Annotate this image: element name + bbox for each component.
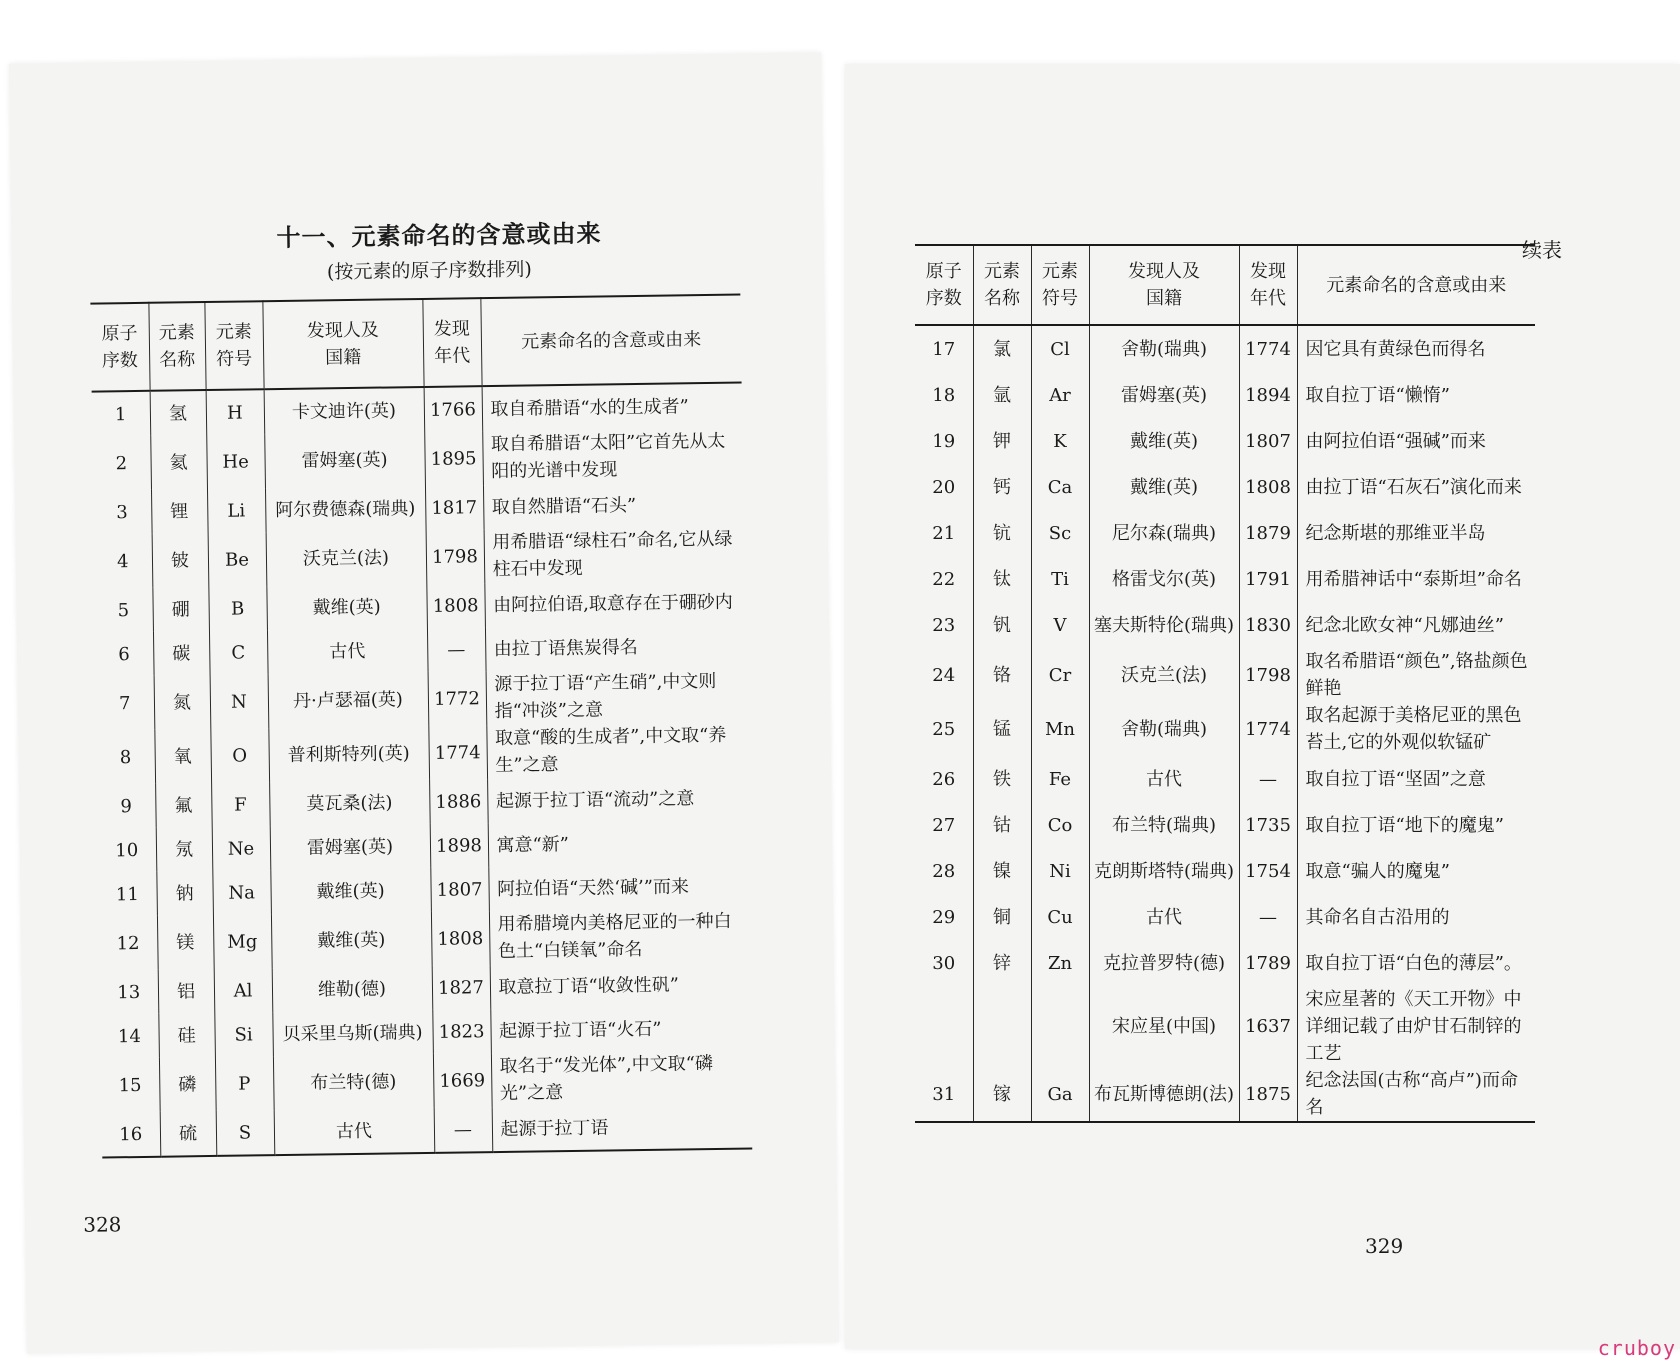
cell-element-name: 镁 bbox=[157, 915, 214, 970]
header-element-symbol: 元素 符号 bbox=[204, 301, 263, 390]
cell-atomic-number bbox=[915, 986, 973, 1067]
cell-element-symbol: Cr bbox=[1031, 648, 1089, 702]
cell-meaning: 取名于“发光体”,中文取“磷光”之意 bbox=[491, 1049, 752, 1107]
cell-discoverer: 戴维(英) bbox=[270, 868, 431, 914]
cell-element-name: 氖 bbox=[156, 827, 213, 872]
cell-element-symbol: Be bbox=[208, 532, 267, 587]
cell-atomic-number: 26 bbox=[932, 768, 956, 790]
cell-atomic-number: 15 bbox=[118, 1074, 142, 1096]
cell-meaning: 取意“骗人的魔鬼” bbox=[1297, 848, 1535, 894]
table-row bbox=[915, 510, 1535, 556]
cell-atomic-number: 4 bbox=[116, 550, 129, 572]
cell-year: 1895 bbox=[424, 431, 483, 486]
cell-discoverer: 雷姆塞(英) bbox=[1089, 372, 1239, 418]
cell-meaning: 用希腊神话中“泰斯坦”命名 bbox=[1297, 556, 1535, 602]
cell-year: 1823 bbox=[432, 1009, 491, 1054]
cell-atomic-number: 22 bbox=[932, 568, 956, 590]
cell-atomic-number: 8 bbox=[119, 746, 132, 768]
table-row bbox=[915, 372, 1535, 418]
header-meaning: 元素命名的含意或由来 bbox=[1297, 245, 1535, 325]
cell-year: 1817 bbox=[425, 485, 484, 530]
cell-year: 1637 bbox=[1239, 986, 1297, 1067]
cell-discoverer: 沃克兰(法) bbox=[1089, 648, 1239, 702]
cell-year: 1789 bbox=[1239, 940, 1297, 986]
cell-meaning: 取意“酸的生成者”,中文取“养生”之意 bbox=[486, 722, 747, 780]
cell-atomic-number: 25 bbox=[932, 718, 956, 740]
cell-year: 1791 bbox=[1239, 556, 1297, 602]
cell-discoverer: 尼尔森(瑞典) bbox=[1089, 510, 1239, 556]
cell-element-name: 铁 bbox=[973, 756, 1031, 802]
cell-year: 1894 bbox=[1239, 372, 1297, 418]
cell-element-symbol: Ne bbox=[212, 826, 271, 871]
cell-discoverer: 克朗斯塔特(瑞典) bbox=[1089, 848, 1239, 894]
header-element-name: 元素 名称 bbox=[148, 302, 205, 391]
cell-discoverer: 布瓦斯博德朗(法) bbox=[1089, 1067, 1239, 1122]
cell-meaning: 取自拉丁语“懒惰” bbox=[1297, 372, 1535, 418]
cell-element-symbol: Ga bbox=[1031, 1067, 1089, 1122]
cell-year: — bbox=[1239, 756, 1297, 802]
table-row bbox=[915, 648, 1535, 702]
cell-element-name bbox=[973, 986, 1031, 1067]
cell-discoverer: 普利斯特列(英) bbox=[268, 726, 429, 782]
cell-element-name: 钪 bbox=[973, 510, 1031, 556]
cell-discoverer: 舍勒(瑞典) bbox=[1089, 702, 1239, 756]
cell-atomic-number: 10 bbox=[115, 839, 139, 861]
cell-element-symbol: Li bbox=[207, 488, 266, 533]
cell-meaning: 取自希腊语“水的生成者” bbox=[482, 383, 743, 432]
continued-label: 续表 bbox=[1522, 238, 1562, 262]
cell-atomic-number: 11 bbox=[115, 883, 139, 905]
cell-meaning: 纪念北欧女神“凡娜迪丝” bbox=[1297, 602, 1535, 648]
cell-element-symbol: Cu bbox=[1031, 894, 1089, 940]
cell-atomic-number: 6 bbox=[118, 643, 130, 665]
cell-year: 1735 bbox=[1239, 802, 1297, 848]
cell-discoverer: 宋应星(中国) bbox=[1089, 986, 1239, 1067]
cell-element-name: 钙 bbox=[973, 464, 1031, 510]
cell-discoverer: 戴维(英) bbox=[271, 912, 432, 968]
cell-discoverer: 古代 bbox=[1089, 894, 1239, 940]
cell-atomic-number: 20 bbox=[932, 476, 956, 498]
cell-discoverer: 雷姆塞(英) bbox=[270, 824, 431, 870]
cell-year: 1807 bbox=[1239, 418, 1297, 464]
table-row bbox=[915, 556, 1535, 602]
table-row bbox=[915, 802, 1535, 848]
cell-year: 1798 bbox=[1239, 648, 1297, 702]
cell-atomic-number: 29 bbox=[932, 906, 956, 928]
cell-element-symbol: He bbox=[206, 434, 265, 489]
cell-year: 1875 bbox=[1239, 1067, 1297, 1122]
cell-element-name: 钠 bbox=[156, 871, 213, 916]
table-row bbox=[915, 464, 1535, 510]
cell-element-name: 氦 bbox=[150, 435, 207, 490]
cell-year: 1774 bbox=[1239, 702, 1297, 756]
cell-element-name: 硅 bbox=[158, 1013, 215, 1058]
cell-atomic-number: 3 bbox=[116, 501, 128, 523]
cell-element-symbol: Zn bbox=[1031, 940, 1089, 986]
cell-element-name: 氩 bbox=[973, 372, 1031, 418]
cell-year: 1766 bbox=[424, 386, 483, 432]
cell-element-symbol: Ni bbox=[1031, 848, 1089, 894]
section-title: 十一、元素命名的含意或由来 bbox=[276, 219, 602, 253]
watermark: cruboy bbox=[1597, 1336, 1676, 1360]
cell-atomic-number: 1 bbox=[114, 403, 127, 425]
table-row bbox=[101, 1049, 752, 1112]
cell-element-name: 钛 bbox=[973, 556, 1031, 602]
cell-discoverer: 卡文迪许(英) bbox=[264, 387, 425, 434]
table-header-row bbox=[915, 245, 1535, 325]
cell-discoverer: 维勒(德) bbox=[272, 966, 433, 1012]
cell-meaning: 用希腊语“绿柱石”命名,它从绿柱石中发现 bbox=[484, 526, 745, 584]
cell-element-symbol: Mn bbox=[1031, 702, 1089, 756]
cell-element-symbol: Mg bbox=[213, 914, 272, 969]
section-subtitle: (按元素的原子序数排列) bbox=[326, 258, 532, 284]
cell-year: — bbox=[434, 1107, 493, 1153]
header-atomic-number: 原子 序数 bbox=[90, 303, 149, 392]
cell-element-symbol: K bbox=[1031, 418, 1089, 464]
cell-meaning: 纪念斯堪的那维亚半岛 bbox=[1297, 510, 1535, 556]
table-row bbox=[92, 428, 743, 491]
cell-meaning: 起源于拉丁语“流动”之意 bbox=[487, 775, 748, 823]
cell-discoverer: 克拉普罗特(德) bbox=[1089, 940, 1239, 986]
cell-discoverer: 阿尔费德森(瑞典) bbox=[265, 486, 426, 532]
cell-atomic-number: 19 bbox=[932, 430, 956, 452]
cell-element-name: 铬 bbox=[973, 648, 1031, 702]
cell-atomic-number: 2 bbox=[115, 452, 128, 474]
cell-element-name: 氧 bbox=[154, 729, 211, 784]
cell-meaning: 由拉丁语焦炭得名 bbox=[485, 624, 746, 672]
table-row bbox=[915, 756, 1535, 802]
header-year: 发现 年代 bbox=[422, 298, 481, 387]
cell-meaning: 宋应星著的《天工开物》中详细记载了由炉甘石制锌的工艺 bbox=[1297, 986, 1535, 1067]
cell-atomic-number: 23 bbox=[932, 614, 956, 636]
table-row bbox=[915, 894, 1535, 940]
cell-year: — bbox=[427, 627, 486, 672]
cell-atomic-number: 31 bbox=[915, 1067, 973, 1122]
cell-atomic-number: 27 bbox=[932, 814, 956, 836]
cell-discoverer: 古代 bbox=[1089, 756, 1239, 802]
cell-element-symbol: Ti bbox=[1031, 556, 1089, 602]
cell-meaning: 寓意“新” bbox=[488, 819, 749, 867]
cell-element-symbol: B bbox=[208, 586, 267, 631]
cell-meaning: 取自希腊语“太阳”它首先从太阳的光谱中发现 bbox=[482, 428, 743, 486]
cell-discoverer: 丹·卢瑟福(英) bbox=[268, 672, 429, 728]
header-meaning: 元素命名的含意或由来 bbox=[480, 295, 741, 387]
cell-discoverer: 戴维(英) bbox=[1089, 464, 1239, 510]
cell-meaning: 起源于拉丁语“火石” bbox=[490, 1005, 751, 1053]
cell-element-name: 钴 bbox=[973, 802, 1031, 848]
header-year: 发现 年代 bbox=[1239, 245, 1297, 325]
cell-meaning: 取自然腊语“石头” bbox=[483, 482, 744, 530]
cell-element-name: 镓 bbox=[973, 1067, 1031, 1122]
cell-meaning: 用希腊境内美格尼亚的一种白色土“白镁氧”命名 bbox=[489, 907, 750, 965]
table-row bbox=[99, 907, 750, 970]
cell-element-symbol: Co bbox=[1031, 802, 1089, 848]
cell-element-name: 硼 bbox=[152, 587, 209, 632]
cell-atomic-number: 9 bbox=[120, 795, 133, 817]
cell-year: 1774 bbox=[428, 725, 487, 780]
cell-discoverer: 布兰特(德) bbox=[273, 1054, 434, 1110]
table-header-row bbox=[90, 295, 741, 392]
cell-element-symbol: Ar bbox=[1031, 372, 1089, 418]
table-row bbox=[915, 1067, 1535, 1122]
page-number-right: 329 bbox=[1365, 1234, 1404, 1258]
cell-atomic-number: 5 bbox=[117, 599, 130, 621]
cell-year: 1798 bbox=[426, 529, 485, 584]
cell-atomic-number: 18 bbox=[932, 384, 956, 406]
header-discoverer: 发现人及 国籍 bbox=[1089, 245, 1239, 325]
cell-meaning: 由拉丁语“石灰石”演化而来 bbox=[1297, 464, 1535, 510]
cell-year: 1772 bbox=[428, 671, 487, 726]
element-table-left bbox=[90, 294, 752, 1159]
cell-discoverer: 塞夫斯特伦(瑞典) bbox=[1089, 602, 1239, 648]
cell-element-name: 锂 bbox=[151, 489, 208, 534]
cell-year: 1754 bbox=[1239, 848, 1297, 894]
cell-atomic-number: 13 bbox=[117, 981, 141, 1003]
cell-atomic-number: 7 bbox=[118, 692, 131, 714]
cell-year: 1898 bbox=[430, 823, 489, 868]
cell-atomic-number: 30 bbox=[932, 952, 956, 974]
element-table-right bbox=[915, 244, 1535, 1123]
right-page bbox=[845, 64, 1680, 1349]
table-row bbox=[96, 722, 747, 785]
table-row bbox=[915, 325, 1535, 372]
table-row bbox=[94, 526, 745, 589]
cell-element-symbol: Ca bbox=[1031, 464, 1089, 510]
cell-element-symbol: V bbox=[1031, 602, 1089, 648]
cell-element-name: 铝 bbox=[158, 969, 215, 1014]
cell-element-symbol: Al bbox=[214, 968, 273, 1013]
cell-element-symbol: Na bbox=[212, 870, 271, 915]
cell-meaning: 取自拉丁语“坚固”之意 bbox=[1297, 756, 1535, 802]
cell-year: 1808 bbox=[1239, 464, 1297, 510]
cell-year: 1808 bbox=[426, 583, 485, 628]
cell-year: 1886 bbox=[429, 779, 488, 824]
cell-element-symbol: H bbox=[206, 389, 265, 435]
table-row bbox=[915, 418, 1535, 464]
cell-element-symbol: Cl bbox=[1031, 325, 1089, 372]
cell-element-name: 锌 bbox=[973, 940, 1031, 986]
cell-element-symbol: P bbox=[215, 1056, 274, 1111]
cell-discoverer: 莫瓦桑(法) bbox=[269, 780, 430, 826]
cell-element-name: 氟 bbox=[155, 783, 212, 828]
cell-discoverer: 贝采里乌斯(瑞典) bbox=[272, 1010, 433, 1056]
cell-meaning: 取自拉丁语“地下的魔鬼” bbox=[1297, 802, 1535, 848]
cell-year: 1879 bbox=[1239, 510, 1297, 556]
cell-element-symbol: N bbox=[210, 674, 269, 729]
cell-element-name: 钒 bbox=[973, 602, 1031, 648]
header-element-symbol: 元素 符号 bbox=[1031, 245, 1089, 325]
cell-atomic-number: 16 bbox=[102, 1112, 161, 1158]
cell-meaning: 由阿拉伯语,取意存在于硼砂内 bbox=[484, 580, 745, 628]
cell-element-name: 硫 bbox=[160, 1111, 217, 1157]
cell-discoverer: 布兰特(瑞典) bbox=[1089, 802, 1239, 848]
page-number-left: 328 bbox=[83, 1212, 122, 1237]
table-row bbox=[915, 702, 1535, 756]
cell-year: 1827 bbox=[432, 965, 491, 1010]
cell-meaning: 起源于拉丁语 bbox=[492, 1103, 753, 1152]
cell-meaning: 因它具有黄绿色而得名 bbox=[1297, 325, 1535, 372]
table-row bbox=[96, 668, 747, 731]
cell-discoverer: 戴维(英) bbox=[266, 584, 427, 630]
cell-element-name: 铍 bbox=[152, 533, 209, 588]
header-discoverer: 发现人及 国籍 bbox=[262, 299, 423, 389]
cell-element-symbol: Fe bbox=[1031, 756, 1089, 802]
cell-meaning: 取名起源于美格尼亚的黑色苔土,它的外观似软锰矿 bbox=[1297, 702, 1535, 756]
cell-atomic-number: 28 bbox=[932, 860, 956, 882]
cell-atomic-number: 21 bbox=[932, 522, 956, 544]
cell-discoverer: 古代 bbox=[267, 628, 428, 674]
table-row bbox=[915, 602, 1535, 648]
cell-year: 1669 bbox=[433, 1053, 492, 1108]
cell-discoverer: 舍勒(瑞典) bbox=[1089, 325, 1239, 372]
cell-element-name: 氢 bbox=[150, 390, 207, 436]
cell-meaning: 阿拉伯语“天然‘碱’”而来 bbox=[488, 863, 749, 911]
cell-year: 1830 bbox=[1239, 602, 1297, 648]
cell-element-symbol: Si bbox=[214, 1012, 273, 1057]
cell-meaning: 纪念法国(古称“高卢”)而命名 bbox=[1297, 1067, 1535, 1122]
cell-element-symbol: F bbox=[211, 782, 270, 827]
cell-meaning: 源于拉丁语“产生硝”,中文则指“冲淡”之意 bbox=[486, 668, 747, 726]
cell-element-symbol: C bbox=[209, 630, 268, 675]
cell-meaning: 取意拉丁语“收敛性矾” bbox=[490, 961, 751, 1009]
cell-atomic-number: 24 bbox=[932, 664, 956, 686]
cell-year: 1808 bbox=[431, 911, 490, 966]
table-row bbox=[102, 1103, 753, 1157]
table-row bbox=[915, 986, 1535, 1067]
cell-element-symbol: O bbox=[210, 728, 269, 783]
cell-atomic-number: 12 bbox=[116, 932, 140, 954]
table-row bbox=[915, 940, 1535, 986]
cell-element-name: 锰 bbox=[973, 702, 1031, 756]
cell-year: 1774 bbox=[1239, 325, 1297, 372]
cell-meaning: 其命名自古沿用的 bbox=[1297, 894, 1535, 940]
cell-discoverer: 古代 bbox=[274, 1108, 435, 1155]
cell-meaning: 取自拉丁语“白色的薄层”。 bbox=[1297, 940, 1535, 986]
cell-discoverer: 雷姆塞(英) bbox=[264, 432, 425, 488]
cell-element-name: 磷 bbox=[159, 1057, 216, 1112]
cell-discoverer: 格雷戈尔(英) bbox=[1089, 556, 1239, 602]
cell-element-symbol: S bbox=[216, 1110, 275, 1156]
cell-meaning: 由阿拉伯语“强碱”而来 bbox=[1297, 418, 1535, 464]
cell-element-symbol bbox=[1031, 986, 1089, 1067]
cell-element-symbol: Sc bbox=[1031, 510, 1089, 556]
cell-year: — bbox=[1239, 894, 1297, 940]
cell-discoverer: 戴维(英) bbox=[1089, 418, 1239, 464]
cell-element-name: 氮 bbox=[154, 675, 211, 730]
left-page bbox=[9, 52, 839, 1353]
header-atomic-number: 原子 序数 bbox=[915, 245, 973, 325]
cell-element-name: 碳 bbox=[153, 631, 210, 676]
cell-atomic-number: 17 bbox=[932, 338, 956, 360]
cell-meaning: 取名希腊语“颜色”,铬盐颜色鲜艳 bbox=[1297, 648, 1535, 702]
cell-element-name: 钾 bbox=[973, 418, 1031, 464]
cell-element-name: 氯 bbox=[973, 325, 1031, 372]
cell-element-name: 铜 bbox=[973, 894, 1031, 940]
cell-discoverer: 沃克兰(法) bbox=[266, 530, 427, 586]
header-element-name: 元素 名称 bbox=[973, 245, 1031, 325]
table-row bbox=[915, 848, 1535, 894]
cell-year: 1807 bbox=[430, 867, 489, 912]
cell-element-name: 镍 bbox=[973, 848, 1031, 894]
cell-atomic-number: 14 bbox=[117, 1025, 141, 1047]
